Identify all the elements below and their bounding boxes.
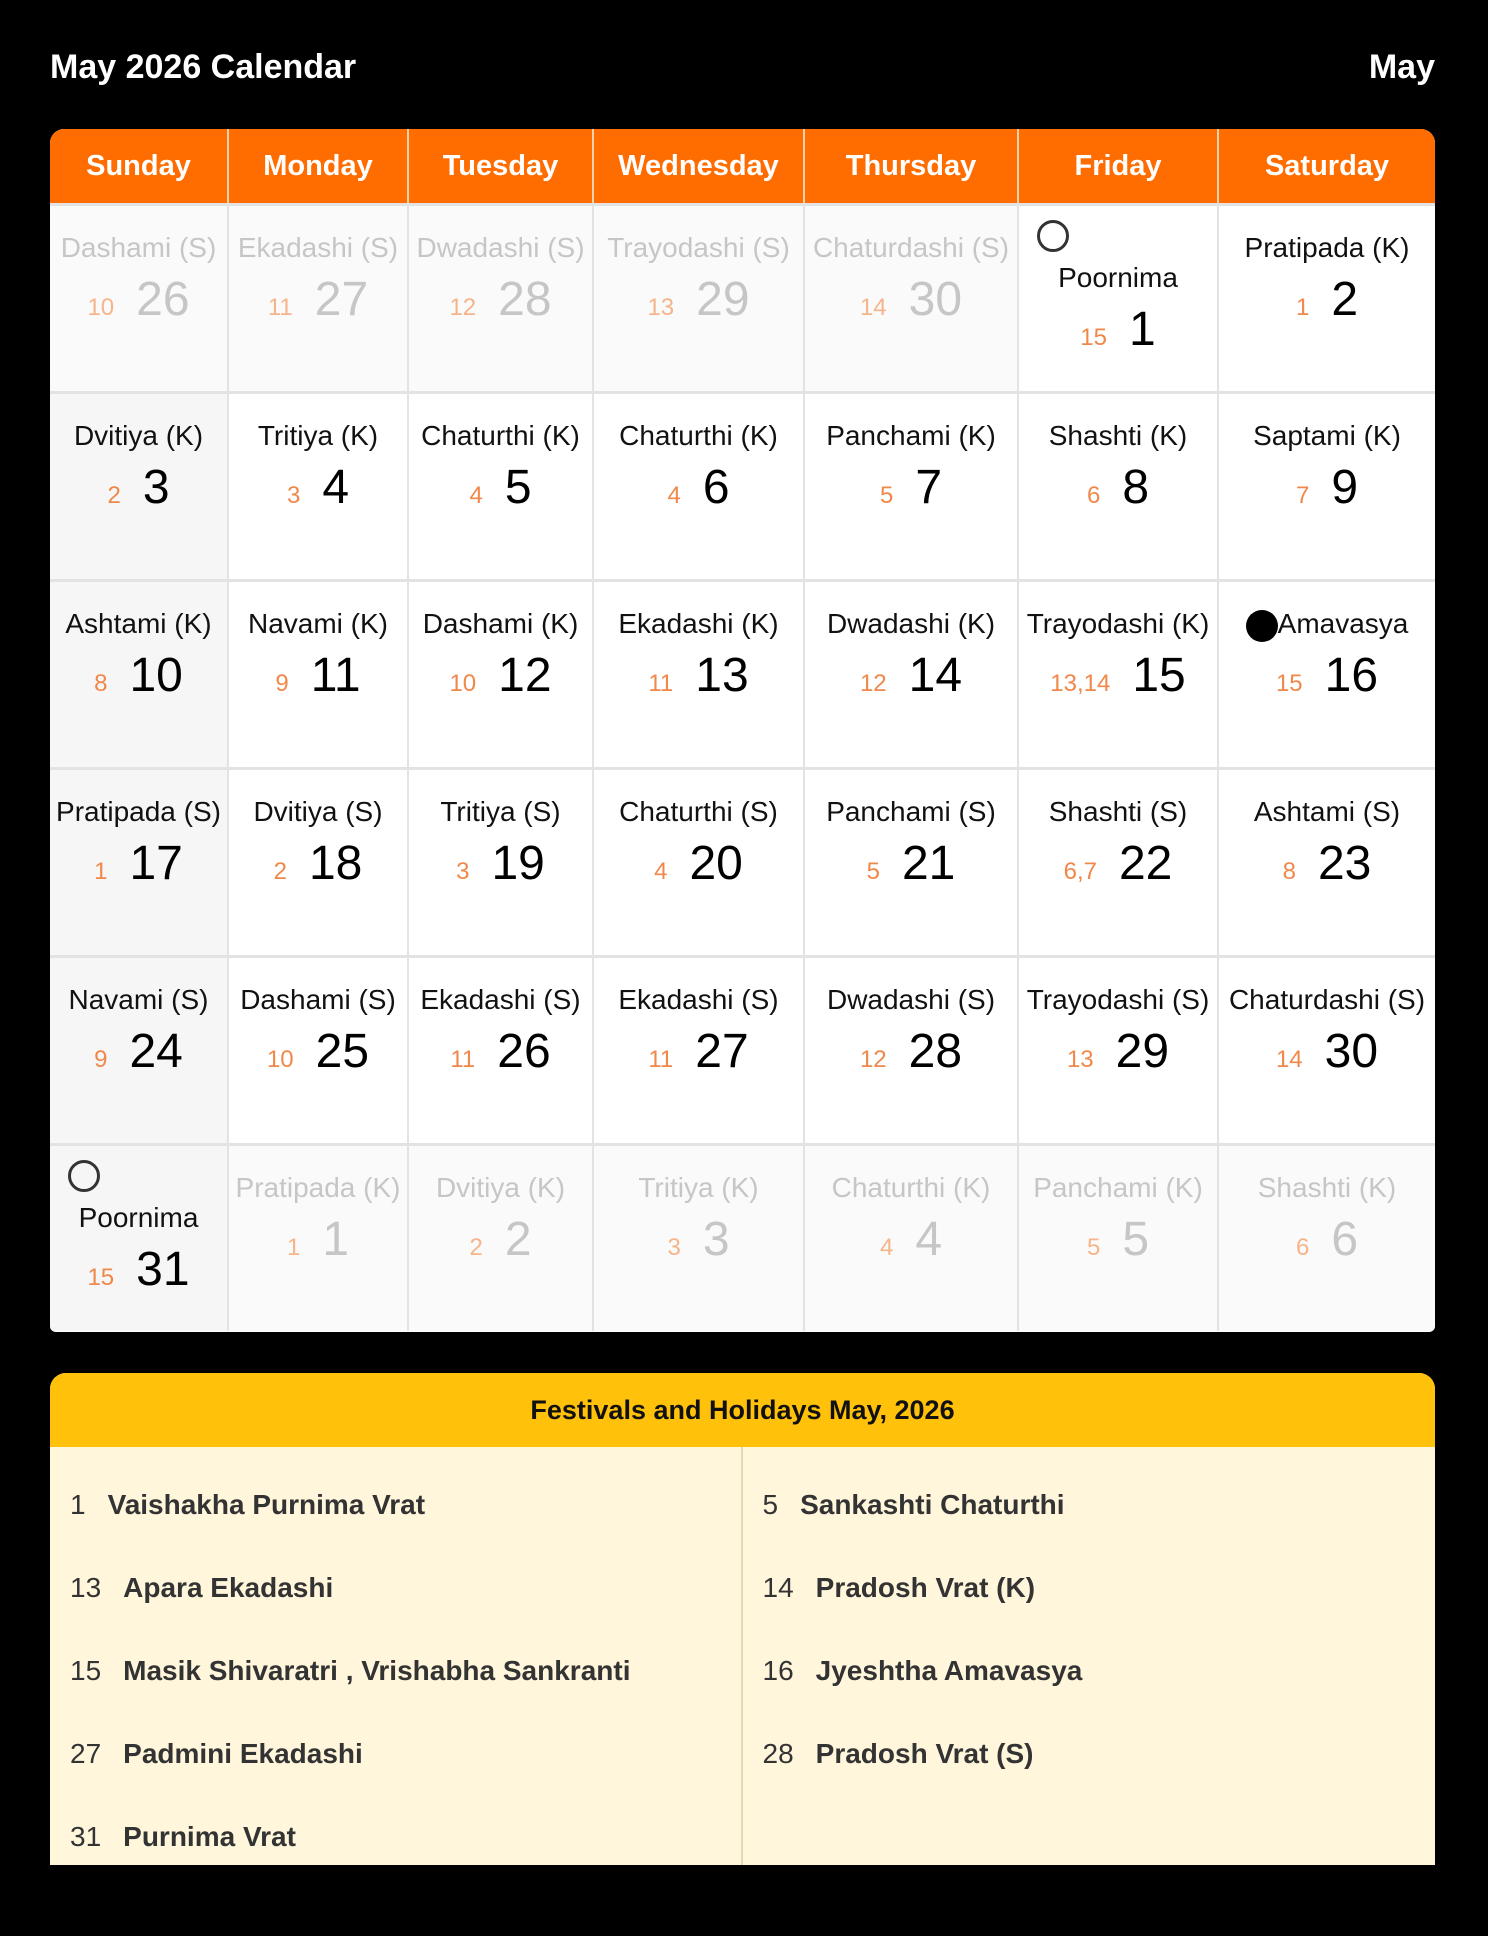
festival-day: 16 <box>762 1654 794 1686</box>
weekday-tuesday: Tuesday <box>409 129 594 203</box>
tithi-number: 12 <box>449 294 477 321</box>
day-number: 1 <box>322 1213 350 1266</box>
festival-name[interactable]: Padmini Ekadashi <box>123 1737 363 1769</box>
tithi-label: Shashti (K) <box>1257 1172 1397 1203</box>
tithi-number: 15 <box>1080 324 1107 351</box>
day-number: 27 <box>314 273 369 326</box>
tithi-number: 14 <box>859 294 887 321</box>
tithi-number: 13 <box>647 294 675 321</box>
day-number: 1 <box>1129 303 1156 356</box>
tithi-number: 1 <box>286 1234 301 1261</box>
tithi-label: Panchami (S) <box>826 796 996 827</box>
festival-item[interactable] <box>763 1546 1436 1629</box>
day-cell[interactable] <box>805 770 1019 955</box>
tithi-number: 11 <box>267 294 293 321</box>
day-number: 19 <box>491 837 545 890</box>
tithi-label: Dashami (K) <box>422 608 579 639</box>
tithi-label: Panchami (K) <box>1033 1172 1203 1203</box>
tithi-label: Pratipada (K) <box>235 1172 401 1203</box>
tithi-label: Chaturthi (K) <box>619 420 778 451</box>
tithi-number: 10 <box>449 670 477 697</box>
tithi-number: 2 <box>107 482 121 509</box>
day-number: 8 <box>1122 461 1150 514</box>
day-number: 26 <box>136 273 190 326</box>
day-cell[interactable] <box>594 1146 805 1331</box>
day-cell[interactable] <box>50 206 229 391</box>
day-number: 2 <box>504 1213 532 1266</box>
tithi-label: Poornima <box>78 1202 199 1233</box>
tithi-label: Shashti (K) <box>1048 420 1188 451</box>
tithi-number: 2 <box>273 858 287 885</box>
day-number: 12 <box>498 649 552 702</box>
day-number: 7 <box>915 461 943 514</box>
tithi-number: 6 <box>1086 482 1101 509</box>
festival-name[interactable]: Masik Shivaratri , Vrishabha Sankranti <box>123 1654 631 1686</box>
tithi-label: Pratipada (K) <box>1244 232 1410 263</box>
day-cell[interactable] <box>229 1146 409 1331</box>
tithi-label: Ekadashi (S) <box>618 984 779 1015</box>
festival-item[interactable] <box>763 1463 1436 1546</box>
day-number: 18 <box>308 837 363 890</box>
day-cell[interactable] <box>805 582 1019 767</box>
weekday-header <box>50 129 1435 203</box>
tithi-label: Tritiya (S) <box>440 796 561 827</box>
calendar-week-row <box>50 955 1435 1143</box>
day-cell[interactable] <box>805 958 1019 1143</box>
tithi-number: 12 <box>859 1046 887 1073</box>
tithi-label: Dvitiya (K) <box>435 1172 566 1203</box>
day-number: 11 <box>310 649 361 702</box>
festival-day: 27 <box>70 1737 102 1769</box>
tithi-number: 8 <box>94 670 108 697</box>
day-number: 30 <box>1324 1025 1379 1078</box>
page-title: May 2026 Calendar <box>50 48 357 86</box>
tithi-number: 3 <box>286 482 301 509</box>
weekday-monday: Monday <box>229 129 409 203</box>
day-number: 23 <box>1317 837 1372 890</box>
tithi-number: 2 <box>469 1234 483 1261</box>
tithi-label: Trayodashi (S) <box>607 232 790 263</box>
day-number: 30 <box>908 273 963 326</box>
tithi-number: 8 <box>1282 858 1296 885</box>
day-number: 29 <box>1115 1025 1170 1078</box>
festival-item[interactable] <box>763 1629 1436 1712</box>
day-number: 15 <box>1132 649 1186 702</box>
tithi-label: Chaturthi (K) <box>831 1172 991 1203</box>
calendar-grid <box>50 203 1435 1331</box>
tithi-label: Navami (S) <box>68 984 209 1015</box>
tithi-number: 14 <box>1275 1046 1303 1073</box>
day-number: 27 <box>695 1025 749 1078</box>
weekday-thursday: Thursday <box>805 129 1019 203</box>
calendar-week-row <box>50 579 1435 767</box>
day-cell[interactable] <box>1019 394 1219 579</box>
day-number: 22 <box>1118 837 1173 890</box>
day-cell[interactable] <box>50 582 229 767</box>
day-number: 25 <box>315 1025 370 1078</box>
festival-item[interactable] <box>763 1712 1436 1795</box>
day-cell[interactable] <box>1019 1146 1219 1331</box>
tithi-number: 10 <box>266 1046 294 1073</box>
day-cell[interactable] <box>1219 394 1435 579</box>
day-number: 10 <box>129 649 183 702</box>
day-number: 3 <box>142 461 170 514</box>
tithi-number: 4 <box>879 1234 894 1261</box>
day-cell[interactable] <box>594 770 805 955</box>
day-number: 9 <box>1331 461 1359 514</box>
festival-name[interactable]: Pradosh Vrat (K) <box>815 1571 1036 1603</box>
tithi-number: 15 <box>1275 670 1303 697</box>
tithi-number: 11 <box>450 1046 476 1073</box>
day-cell[interactable] <box>1219 206 1435 391</box>
festival-day: 14 <box>762 1571 794 1603</box>
tithi-label: Dashami (S) <box>240 984 396 1015</box>
day-number: 24 <box>129 1025 183 1078</box>
day-cell[interactable] <box>1219 958 1435 1143</box>
tithi-number: 5 <box>879 482 894 509</box>
day-number: 31 <box>136 1243 190 1296</box>
festival-item[interactable] <box>70 1795 741 1865</box>
day-number: 26 <box>497 1025 551 1078</box>
calendar-week-row <box>50 203 1435 391</box>
festivals-panel <box>50 1373 1435 1865</box>
day-number: 4 <box>915 1213 943 1266</box>
day-number: 6 <box>1331 1213 1359 1266</box>
tithi-number: 6,7 <box>1063 858 1097 885</box>
tithi-number: 11 <box>648 670 674 697</box>
day-number: 28 <box>498 273 552 326</box>
tithi-label: Pratipada (S) <box>56 796 221 827</box>
festival-item[interactable] <box>70 1712 741 1795</box>
day-cell[interactable] <box>50 394 229 579</box>
day-cell[interactable] <box>805 1146 1019 1331</box>
tithi-number: 15 <box>87 1264 115 1291</box>
tithi-label: Dwadashi (S) <box>416 232 585 263</box>
tithi-label: Chaturdashi (S) <box>1228 984 1426 1015</box>
festival-day: 28 <box>762 1737 794 1769</box>
tithi-label: Saptami (K) <box>1253 420 1401 451</box>
tithi-label: Ekadashi (K) <box>618 608 779 639</box>
day-cell[interactable] <box>50 770 229 955</box>
tithi-number: 9 <box>275 670 289 697</box>
tithi-label: Ekadashi (S) <box>420 984 581 1015</box>
tithi-label: Chaturthi (K) <box>421 420 580 451</box>
calendar <box>50 129 1435 1332</box>
day-cell[interactable] <box>594 582 805 767</box>
tithi-label: Dashami (S) <box>60 232 217 263</box>
day-number: 21 <box>901 837 956 890</box>
festival-name[interactable]: Vaishakha Purnima Vrat <box>107 1488 426 1520</box>
festival-day: 5 <box>762 1488 779 1520</box>
festival-name[interactable]: Pradosh Vrat (S) <box>815 1737 1034 1769</box>
festival-item[interactable] <box>70 1546 741 1629</box>
tithi-number: 5 <box>1086 1234 1101 1261</box>
tithi-number: 4 <box>654 858 668 885</box>
day-cell[interactable] <box>805 394 1019 579</box>
tithi-number: 4 <box>667 482 681 509</box>
festival-day: 13 <box>70 1571 102 1603</box>
tithi-number: 7 <box>1295 482 1310 509</box>
day-cell[interactable] <box>50 958 229 1143</box>
day-cell[interactable] <box>409 582 594 767</box>
day-number: 16 <box>1324 649 1379 702</box>
tithi-number: 9 <box>94 1046 108 1073</box>
day-cell[interactable] <box>1019 582 1219 767</box>
new-moon-icon <box>1246 610 1278 642</box>
day-cell[interactable] <box>50 1146 229 1331</box>
tithi-label: Tritiya (K) <box>638 1172 759 1203</box>
tithi-label: Panchami (K) <box>826 420 996 451</box>
tithi-label: Chaturthi (S) <box>619 796 778 827</box>
day-cell[interactable] <box>1019 206 1219 391</box>
day-number: 28 <box>908 1025 963 1078</box>
day-cell[interactable] <box>229 206 409 391</box>
tithi-label: Poornima <box>1058 262 1178 293</box>
calendar-week-row <box>50 1143 1435 1331</box>
tithi-number: 13,14 <box>1050 670 1111 697</box>
weekday-friday: Friday <box>1019 129 1219 203</box>
festival-name[interactable]: Jyeshtha Amavasya <box>815 1654 1083 1686</box>
full-moon-icon <box>1037 220 1069 252</box>
weekday-wednesday: Wednesday <box>594 129 805 203</box>
festival-name[interactable]: Purnima Vrat <box>123 1820 296 1852</box>
tithi-label: Ekadashi (S) <box>237 232 399 263</box>
tithi-number: 3 <box>667 1234 681 1261</box>
festival-day: 31 <box>70 1820 102 1852</box>
day-number: 5 <box>1122 1213 1150 1266</box>
tithi-label: Shashti (S) <box>1048 796 1188 827</box>
festivals-right-column <box>743 1447 1436 1865</box>
day-cell[interactable] <box>805 206 1019 391</box>
tithi-number: 12 <box>859 670 887 697</box>
day-number: 6 <box>702 461 730 514</box>
day-cell[interactable] <box>594 394 805 579</box>
festival-item[interactable] <box>70 1629 741 1712</box>
day-number: 4 <box>322 461 350 514</box>
day-cell[interactable] <box>409 394 594 579</box>
festival-item[interactable] <box>70 1463 741 1546</box>
tithi-label: Ashtami (S) <box>1253 796 1401 827</box>
tithi-label: Amavasya <box>1277 608 1409 639</box>
calendar-week-row <box>50 391 1435 579</box>
weekday-saturday: Saturday <box>1264 149 1390 182</box>
day-cell[interactable] <box>594 206 805 391</box>
day-number: 13 <box>695 649 749 702</box>
day-cell[interactable] <box>409 958 594 1143</box>
festivals-left-column <box>50 1447 743 1865</box>
day-number: 17 <box>129 837 183 890</box>
tithi-number: 13 <box>1066 1046 1094 1073</box>
tithi-number: 3 <box>456 858 470 885</box>
day-number: 20 <box>689 837 743 890</box>
day-number: 5 <box>504 461 532 514</box>
tithi-label: Trayodashi (S) <box>1026 984 1210 1015</box>
festivals-title: Festivals and Holidays May, 2026 <box>50 1373 1435 1447</box>
tithi-number: 4 <box>469 482 483 509</box>
tithi-label: Dvitiya (K) <box>73 420 204 451</box>
tithi-number: 1 <box>94 858 108 885</box>
festival-name[interactable]: Apara Ekadashi <box>123 1571 334 1603</box>
tithi-label: Trayodashi (K) <box>1026 608 1210 639</box>
day-cell[interactable] <box>229 394 409 579</box>
festival-day: 1 <box>70 1488 86 1520</box>
tithi-number: 6 <box>1295 1234 1310 1261</box>
festival-name[interactable]: Sankashti Chaturthi <box>800 1488 1065 1520</box>
tithi-label: Chaturdashi (S) <box>812 232 1010 263</box>
day-cell[interactable] <box>1019 958 1219 1143</box>
day-cell[interactable] <box>1219 582 1435 767</box>
day-cell[interactable] <box>409 1146 594 1331</box>
day-cell[interactable] <box>229 958 409 1143</box>
day-cell[interactable] <box>229 770 409 955</box>
day-cell[interactable] <box>1219 1146 1435 1331</box>
day-cell[interactable] <box>594 958 805 1143</box>
day-cell[interactable] <box>229 582 409 767</box>
day-cell[interactable] <box>409 770 594 955</box>
day-cell[interactable] <box>409 206 594 391</box>
tithi-number: 5 <box>866 858 880 885</box>
day-number: 14 <box>908 649 963 702</box>
tithi-label: Navami (K) <box>247 608 388 639</box>
day-number: 3 <box>702 1213 730 1266</box>
tithi-number: 10 <box>87 294 115 321</box>
day-cell[interactable] <box>1019 770 1219 955</box>
tithi-label: Dwadashi (K) <box>826 608 996 639</box>
tithi-number: 11 <box>648 1046 674 1073</box>
calendar-week-row <box>50 767 1435 955</box>
tithi-label: Ashtami (K) <box>65 608 212 639</box>
day-number: 2 <box>1331 273 1359 326</box>
tithi-number: 1 <box>1295 294 1310 321</box>
day-number: 29 <box>696 273 750 326</box>
day-cell[interactable] <box>1219 770 1435 955</box>
tithi-label: Dwadashi (S) <box>826 984 996 1015</box>
festival-day: 15 <box>70 1654 102 1686</box>
tithi-label: Tritiya (K) <box>257 420 379 451</box>
month-label: May <box>1368 48 1435 86</box>
full-moon-icon <box>68 1160 100 1192</box>
weekday-sunday: Sunday <box>50 129 229 203</box>
tithi-label: Dvitiya (S) <box>253 796 383 827</box>
